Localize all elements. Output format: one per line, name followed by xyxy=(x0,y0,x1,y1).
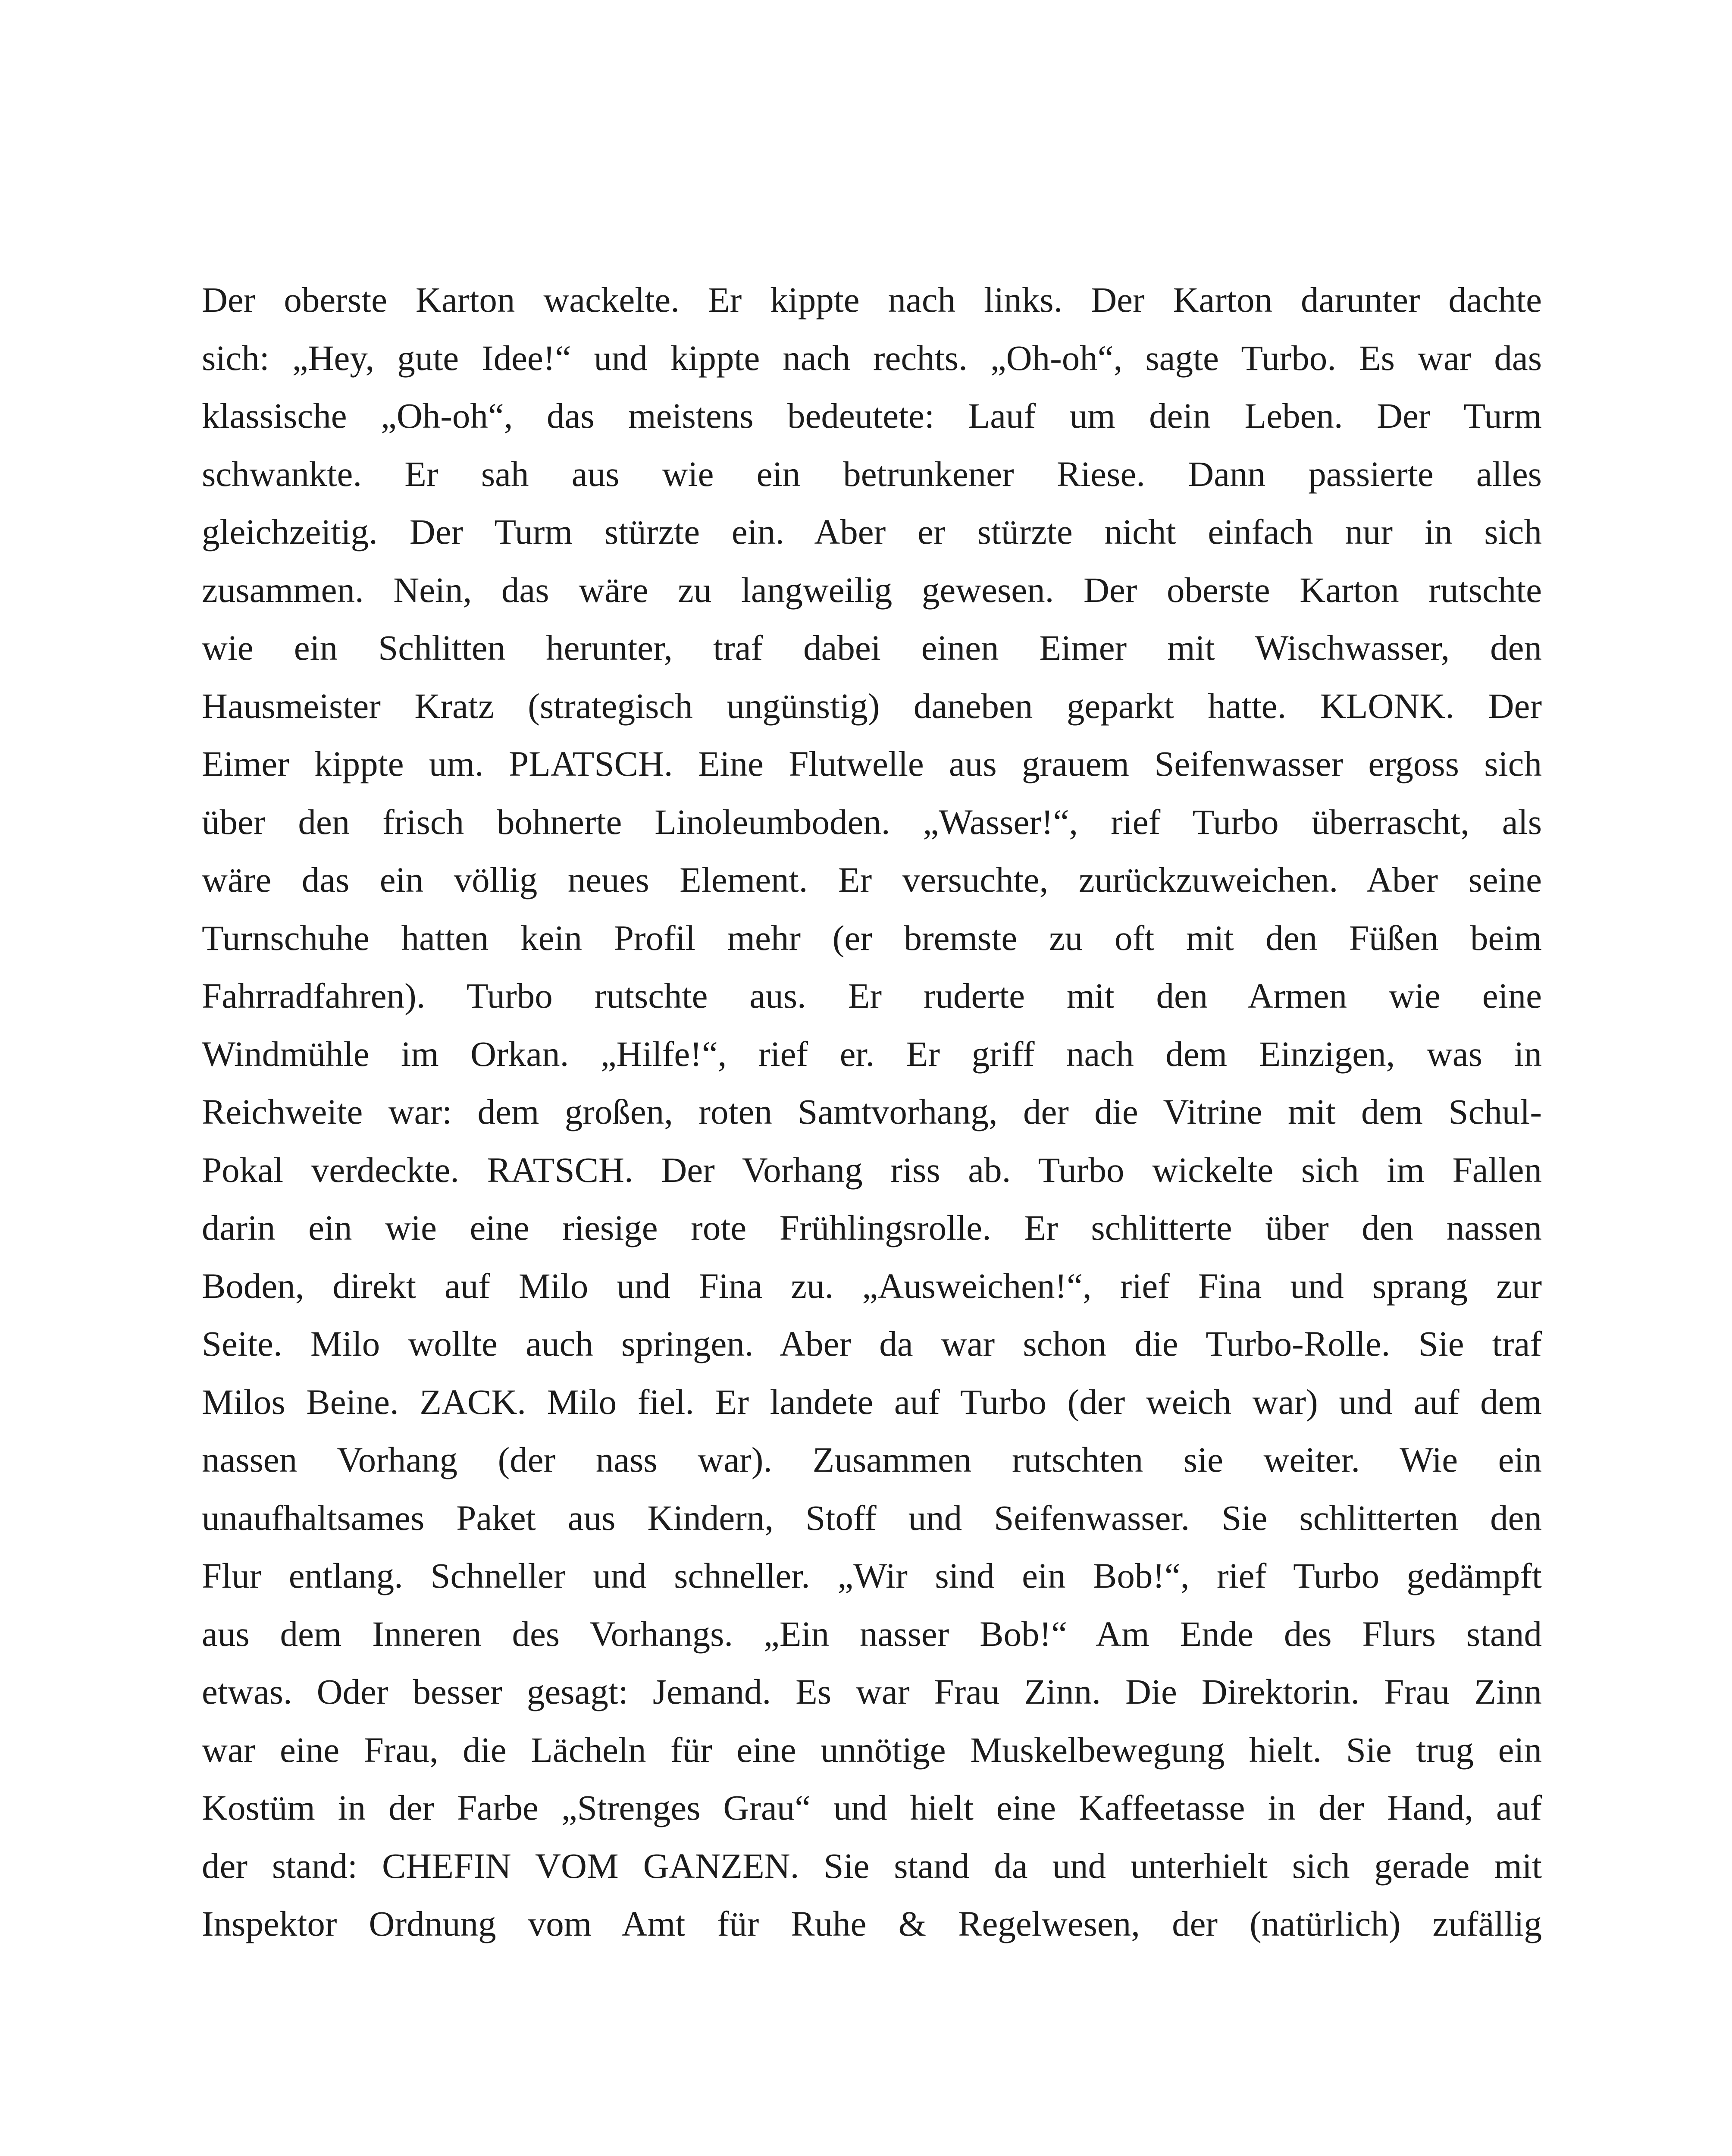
text-line: Inspektor Ordnung vom Amt für Ruhe & Regelwesen, der (natürlich) zufällig xyxy=(202,1904,1542,1943)
text-line: Fahrradfahren). Turbo rutschte aus. Er ruderte mit den Armen wie eine xyxy=(202,976,1542,1015)
text-line: Windmühle im Orkan. „Hilfe!“, rief er. Er griff nach dem Einzigen, was in xyxy=(202,1034,1542,1074)
body-text xyxy=(202,271,1542,1953)
text-line: etwas. Oder besser gesagt: Jemand. Es war Frau Zinn. Die Direktorin. Frau Zinn xyxy=(202,1672,1542,1711)
text-line: Seite. Milo wollte auch springen. Aber da war schon die Turbo-Rolle. Sie traf xyxy=(202,1324,1542,1363)
text-line: darin ein wie eine riesige rote Frühlingsrolle. Er schlitterte über den nassen xyxy=(202,1208,1542,1247)
text-line: Flur entlang. Schneller und schneller. „Wir sind ein Bob!“, rief Turbo gedämpft xyxy=(202,1556,1542,1595)
text-line: Pokal verdeckte. RATSCH. Der Vorhang riss ab. Turbo wickelte sich im Fallen xyxy=(202,1150,1542,1190)
text-line: nassen Vorhang (der nass war). Zusammen rutschten sie weiter. Wie ein xyxy=(202,1440,1542,1479)
text-line: Hausmeister Kratz (strategisch ungünstig) daneben geparkt hatte. KLONK. Der xyxy=(202,686,1542,726)
text-line: der stand: CHEFIN VOM GANZEN. Sie stand da und unterhielt sich gerade mit xyxy=(202,1846,1542,1886)
text-line: Boden, direkt auf Milo und Fina zu. „Ausweichen!“, rief Fina und sprang zur xyxy=(202,1266,1542,1306)
text-line: wie ein Schlitten herunter, traf dabei einen Eimer mit Wischwasser, den xyxy=(202,628,1542,667)
text-line: Eimer kippte um. PLATSCH. Eine Flutwelle aus grauem Seifenwasser ergoss sich xyxy=(202,744,1542,783)
text-line: klassische „Oh-oh“, das meistens bedeutete: Lauf um dein Leben. Der Turm xyxy=(202,396,1542,436)
text-line: Milos Beine. ZACK. Milo fiel. Er landete auf Turbo (der weich war) und auf dem xyxy=(202,1382,1542,1422)
text-line: war eine Frau, die Lächeln für eine unnötige Muskelbewegung hielt. Sie trug ein xyxy=(202,1730,1542,1770)
text-line: schwankte. Er sah aus wie ein betrunkener Riese. Dann passierte alles xyxy=(202,454,1542,494)
text-line: Kostüm in der Farbe „Strenges Grau“ und hielt eine Kaffeetasse in der Hand, auf xyxy=(202,1788,1542,1827)
text-line: zusammen. Nein, das wäre zu langweilig gewesen. Der oberste Karton rutschte xyxy=(202,570,1542,610)
text-line: Der oberste Karton wackelte. Er kippte nach links. Der Karton darunter dachte xyxy=(202,280,1542,320)
text-line: unaufhaltsames Paket aus Kindern, Stoff und Seifenwasser. Sie schlitterten den xyxy=(202,1498,1542,1538)
text-line: Turnschuhe hatten kein Profil mehr (er bremste zu oft mit den Füßen beim xyxy=(202,918,1542,958)
text-line: wäre das ein völlig neues Element. Er versuchte, zurückzuweichen. Aber seine xyxy=(202,860,1542,899)
text-line: aus dem Inneren des Vorhangs. „Ein nasser Bob!“ Am Ende des Flurs stand xyxy=(202,1614,1542,1654)
text-line: Reichweite war: dem großen, roten Samtvorhang, der die Vitrine mit dem Schul- xyxy=(202,1092,1542,1131)
text-line: gleichzeitig. Der Turm stürzte ein. Aber er stürzte nicht einfach nur in sich xyxy=(202,512,1542,552)
text-line: sich: „Hey, gute Idee!“ und kippte nach rechts. „Oh-oh“, sagte Turbo. Es war das xyxy=(202,338,1542,378)
text-line: über den frisch bohnerte Linoleumboden. „Wasser!“, rief Turbo überrascht, als xyxy=(202,802,1542,842)
